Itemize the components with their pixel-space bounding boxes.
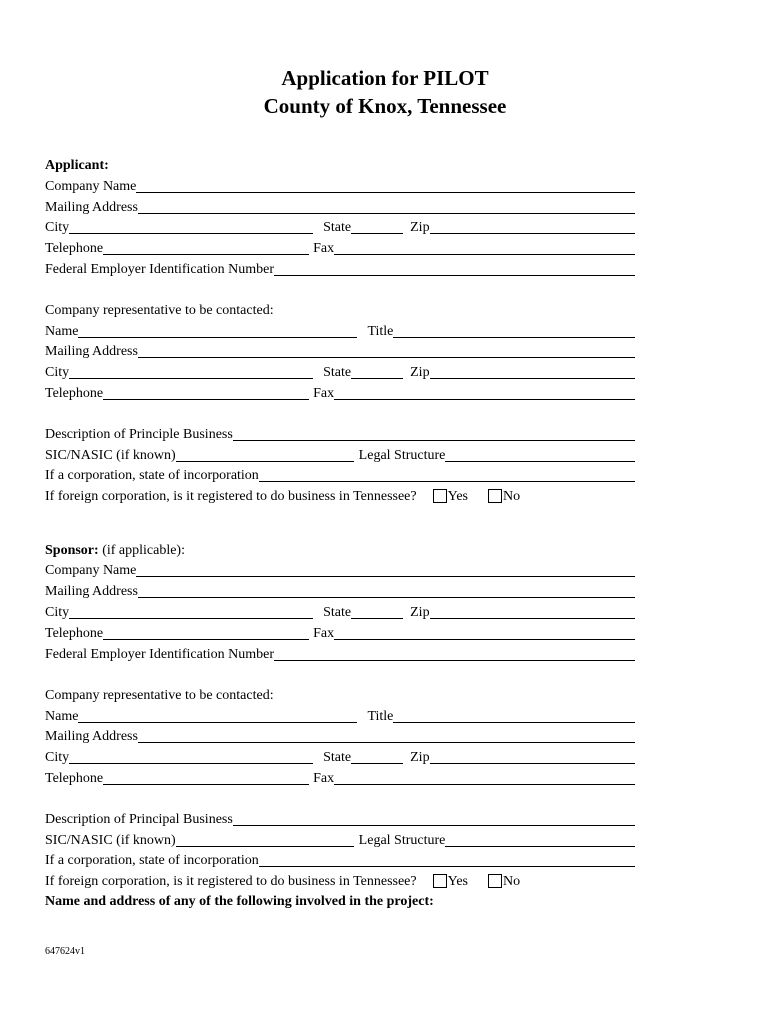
telephone-label: Telephone xyxy=(45,386,104,401)
yes-checkbox[interactable] xyxy=(433,874,447,888)
sponsor-rep-name-row xyxy=(45,705,635,725)
legal-structure-field[interactable] xyxy=(445,447,635,462)
sponsor-company-name-row xyxy=(45,559,635,579)
city-label: City xyxy=(45,220,70,235)
applicant-city-row xyxy=(45,216,635,236)
name-label: Name xyxy=(45,324,79,339)
sponsor-city-field[interactable] xyxy=(69,604,313,619)
fein-label: Federal Employer Identification Number xyxy=(45,262,274,277)
corp-state-label: If a corporation, state of incorporation xyxy=(45,853,259,868)
description-field[interactable] xyxy=(233,426,635,441)
document-id: 647624v1 xyxy=(45,946,85,957)
sponsor-rep-city-field[interactable] xyxy=(69,749,313,764)
sponsor-heading-row xyxy=(45,539,635,559)
rep-contact-heading: Company representative to be contacted: xyxy=(45,303,274,318)
involved-heading: Name and address of any of the following involved in the project: xyxy=(45,894,434,909)
foreign-corp-question: If foreign corporation, is it registered to do business in Tennessee? xyxy=(45,874,417,889)
state-label: State xyxy=(323,365,352,380)
applicant-heading: Applicant: xyxy=(45,158,109,173)
title-label: Title xyxy=(367,324,394,339)
city-label: City xyxy=(45,605,70,620)
no-label: No xyxy=(502,874,521,889)
sponsor-rep-fax-field[interactable] xyxy=(334,770,635,785)
sponsor-note: (if applicable): xyxy=(98,543,185,558)
no-checkbox[interactable] xyxy=(488,489,502,503)
rep-telephone-field[interactable] xyxy=(103,385,309,400)
sponsor-city-row xyxy=(45,601,635,621)
rep-contact-heading: Company representative to be contacted: xyxy=(45,688,274,703)
mailing-address-label: Mailing Address xyxy=(45,200,138,215)
sic-label: SIC/NASIC (if known) xyxy=(45,833,176,848)
company-name-label: Company Name xyxy=(45,179,137,194)
sponsor-legal-structure-field[interactable] xyxy=(445,832,635,847)
sponsor-description-row xyxy=(45,808,635,828)
fax-label: Fax xyxy=(313,771,335,786)
applicant-rep-city-row xyxy=(45,361,635,381)
applicant-fein-row xyxy=(45,258,635,278)
rep-mailing-address-field[interactable] xyxy=(138,343,635,358)
state-field[interactable] xyxy=(351,219,403,234)
zip-field[interactable] xyxy=(430,219,635,234)
title-label: Title xyxy=(367,709,394,724)
city-label: City xyxy=(45,365,70,380)
zip-label: Zip xyxy=(410,750,430,765)
fein-label: Federal Employer Identification Number xyxy=(45,647,274,662)
rep-fax-field[interactable] xyxy=(334,385,635,400)
fax-label: Fax xyxy=(313,626,335,641)
applicant-mailing-address-row xyxy=(45,196,635,216)
city-label: City xyxy=(45,750,70,765)
sponsor-sic-field[interactable] xyxy=(176,832,354,847)
applicant-rep-mailing-row xyxy=(45,340,635,360)
sponsor-mailing-address-row xyxy=(45,580,635,600)
description-label: Description of Principal Business xyxy=(45,812,233,827)
applicant-rep-heading-row xyxy=(45,299,635,319)
corp-state-field[interactable] xyxy=(259,467,635,482)
sponsor-rep-telephone-field[interactable] xyxy=(103,770,309,785)
legal-structure-label: Legal Structure xyxy=(358,833,446,848)
sponsor-state-field[interactable] xyxy=(351,604,403,619)
telephone-label: Telephone xyxy=(45,241,104,256)
company-name-field[interactable] xyxy=(136,178,635,193)
applicant-heading-row xyxy=(45,154,635,174)
rep-state-field[interactable] xyxy=(351,364,403,379)
mailing-address-label: Mailing Address xyxy=(45,584,138,599)
fax-label: Fax xyxy=(313,386,335,401)
form-subtitle: County of Knox, Tennessee xyxy=(263,94,507,118)
name-label: Name xyxy=(45,709,79,724)
applicant-foreign-corp-row xyxy=(45,485,635,505)
rep-name-field[interactable] xyxy=(78,323,357,338)
sic-label: SIC/NASIC (if known) xyxy=(45,448,176,463)
yes-label: Yes xyxy=(447,874,468,889)
sponsor-rep-heading-row xyxy=(45,684,635,704)
sponsor-fein-field[interactable] xyxy=(274,646,635,661)
applicant-rep-telephone-row xyxy=(45,382,635,402)
sponsor-company-name-field[interactable] xyxy=(136,562,635,577)
description-label: Description of Principle Business xyxy=(45,427,233,442)
legal-structure-label: Legal Structure xyxy=(358,448,446,463)
mailing-address-label: Mailing Address xyxy=(45,344,138,359)
sponsor-rep-mailing-row xyxy=(45,725,635,745)
sponsor-foreign-corp-row xyxy=(45,870,635,890)
fein-field[interactable] xyxy=(274,261,635,276)
telephone-label: Telephone xyxy=(45,771,104,786)
telephone-label: Telephone xyxy=(45,626,104,641)
fax-label: Fax xyxy=(313,241,335,256)
no-label: No xyxy=(502,489,521,504)
fax-field[interactable] xyxy=(334,240,635,255)
state-label: State xyxy=(323,220,352,235)
sponsor-description-field[interactable] xyxy=(233,811,635,826)
form-title: Application for PILOT xyxy=(281,66,489,90)
sponsor-rep-telephone-row xyxy=(45,767,635,787)
sic-field[interactable] xyxy=(176,447,354,462)
company-name-label: Company Name xyxy=(45,563,137,578)
foreign-corp-question: If foreign corporation, is it registered to do business in Tennessee? xyxy=(45,489,417,504)
sponsor-mailing-address-field[interactable] xyxy=(138,583,635,598)
sponsor-fein-row xyxy=(45,643,635,663)
corp-state-label: If a corporation, state of incorporation xyxy=(45,468,259,483)
involved-heading-row xyxy=(45,890,635,910)
sponsor-rep-title-field[interactable] xyxy=(393,708,635,723)
rep-title-field[interactable] xyxy=(393,323,635,338)
rep-zip-field[interactable] xyxy=(430,364,635,379)
applicant-rep-name-row xyxy=(45,320,635,340)
state-label: State xyxy=(323,605,352,620)
zip-label: Zip xyxy=(410,605,430,620)
sponsor-heading: Sponsor: xyxy=(45,543,99,558)
applicant-description-row xyxy=(45,423,635,443)
yes-label: Yes xyxy=(447,489,468,504)
sponsor-rep-mailing-address-field[interactable] xyxy=(138,728,635,743)
mailing-address-label: Mailing Address xyxy=(45,729,138,744)
sponsor-telephone-field[interactable] xyxy=(103,625,309,640)
sponsor-rep-state-field[interactable] xyxy=(351,749,403,764)
applicant-telephone-row xyxy=(45,237,635,257)
sponsor-rep-name-field[interactable] xyxy=(78,708,357,723)
rep-city-field[interactable] xyxy=(69,364,313,379)
state-label: State xyxy=(323,750,352,765)
zip-label: Zip xyxy=(410,365,430,380)
sponsor-sic-row xyxy=(45,829,635,849)
sponsor-rep-zip-field[interactable] xyxy=(430,749,635,764)
telephone-field[interactable] xyxy=(103,240,309,255)
city-field[interactable] xyxy=(69,219,313,234)
sponsor-corp-state-row xyxy=(45,849,635,869)
applicant-corp-state-row xyxy=(45,464,635,484)
applicant-company-name-row xyxy=(45,175,635,195)
mailing-address-field[interactable] xyxy=(138,199,635,214)
sponsor-rep-city-row xyxy=(45,746,635,766)
yes-checkbox[interactable] xyxy=(433,489,447,503)
sponsor-fax-field[interactable] xyxy=(334,625,635,640)
sponsor-telephone-row xyxy=(45,622,635,642)
zip-label: Zip xyxy=(410,220,430,235)
applicant-sic-row xyxy=(45,444,635,464)
sponsor-zip-field[interactable] xyxy=(430,604,635,619)
no-checkbox[interactable] xyxy=(488,874,502,888)
sponsor-corp-state-field[interactable] xyxy=(259,852,635,867)
